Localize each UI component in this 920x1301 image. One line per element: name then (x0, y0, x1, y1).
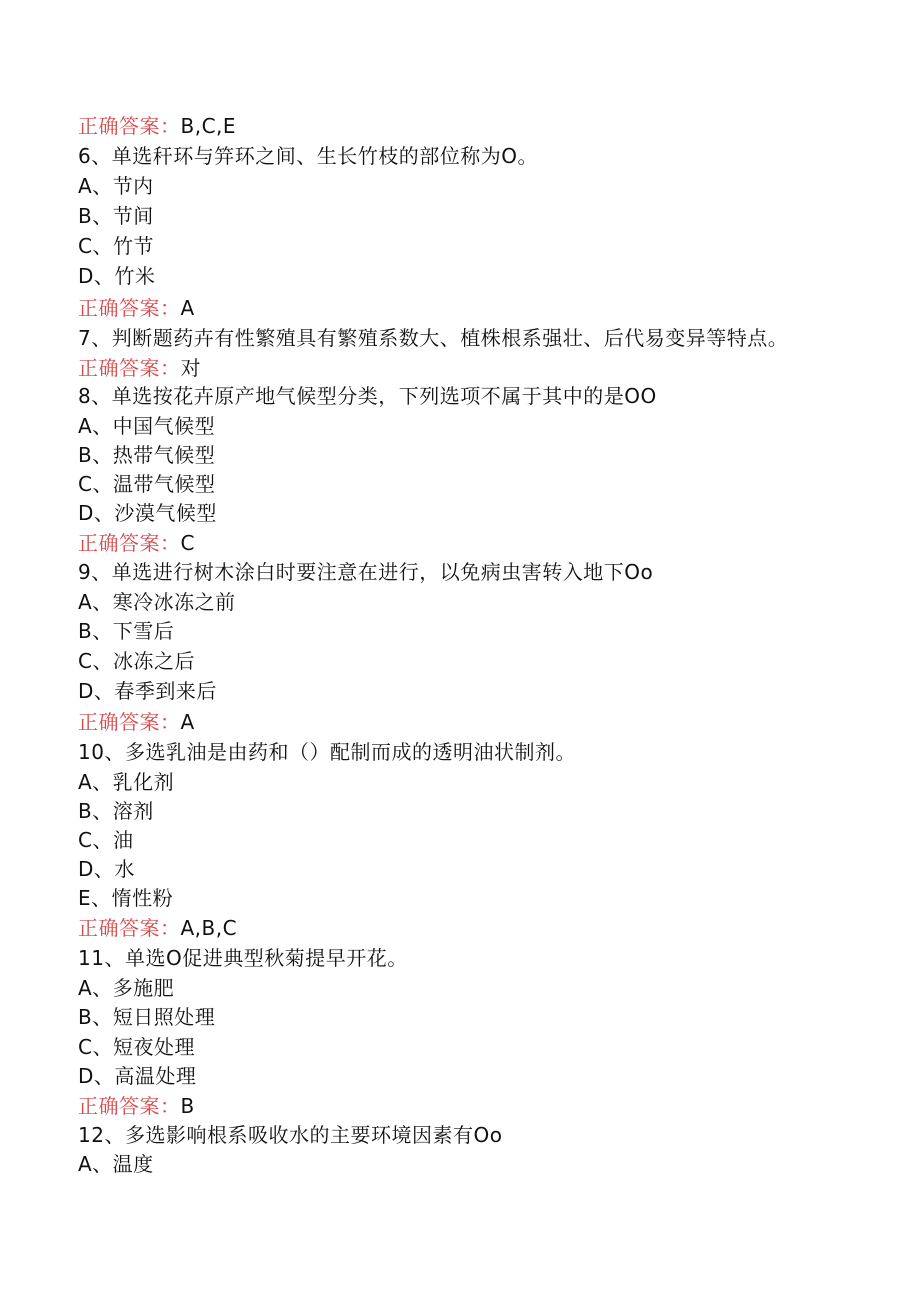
answer-label: 正确答案： (78, 296, 181, 320)
option-text: A、节内 (78, 174, 154, 198)
question-text: 12、多选影响根系吸收水的主要环境因素有Oo (78, 1123, 503, 1147)
question-text: 6、单选秆环与笄环之间、生长竹枝的部位称为O。 (78, 144, 538, 168)
answer-label: 正确答案： (78, 1094, 181, 1118)
question-text: 7、判断题药卉有性繁殖具有繁殖系数大、植株根系强壮、后代易变异等特点。 (78, 326, 789, 350)
option-text: C、温带气候型 (78, 472, 216, 496)
option-text: B、短日照处理 (78, 1005, 216, 1029)
answer-value: A,B,C (180, 916, 238, 940)
option-text: A、温度 (78, 1152, 154, 1176)
document-page (78, 0, 898, 1301)
answer-line (78, 916, 237, 940)
question-text: 9、单选进行树木涂白时要注意在进行，以免病虫害转入地下Oo (78, 560, 654, 584)
question-text: 10、多选乳油是由药和（）配制而成的透明油状制剂。 (78, 740, 576, 764)
option-text: B、热带气候型 (78, 443, 216, 467)
option-text: E、惰性粉 (78, 886, 174, 910)
option-text: C、短夜处理 (78, 1035, 195, 1059)
answer-line (78, 1094, 195, 1118)
option-text: A、中国气候型 (78, 414, 216, 438)
option-text: C、油 (78, 828, 134, 852)
answer-value: A (180, 296, 195, 320)
option-text: D、高温处理 (78, 1064, 197, 1088)
option-text: B、溶剂 (78, 799, 154, 823)
answer-line (78, 114, 236, 138)
answer-value: 对 (180, 356, 201, 380)
option-text: A、寒冷冰冻之前 (78, 590, 236, 614)
option-text: D、水 (78, 857, 135, 881)
option-text: A、乳化剂 (78, 770, 175, 794)
question-text: 11、单选O促进典型秋菊提早开花。 (78, 946, 408, 970)
answer-label: 正确答案： (78, 916, 181, 940)
answer-value: C (180, 531, 195, 555)
answer-value: B (180, 1094, 195, 1118)
option-text: B、节间 (78, 204, 154, 228)
answer-line (78, 296, 195, 320)
option-text: D、春季到来后 (78, 679, 217, 703)
answer-value: B,C,E (180, 114, 237, 138)
answer-label: 正确答案： (78, 114, 181, 138)
answer-line (78, 531, 195, 555)
answer-line (78, 710, 195, 734)
answer-label: 正确答案： (78, 356, 181, 380)
option-text: C、竹节 (78, 234, 154, 258)
option-text: D、沙漠气候型 (78, 501, 217, 525)
option-text: A、多施肥 (78, 976, 175, 1000)
answer-label: 正确答案： (78, 531, 181, 555)
question-text: 8、单选按花卉原产地气候型分类，下列选项不属于其中的是OO (78, 384, 657, 408)
answer-value: A (180, 710, 195, 734)
option-text: D、竹米 (78, 264, 156, 288)
option-text: B、下雪后 (78, 619, 175, 643)
option-text: C、冰冻之后 (78, 649, 195, 673)
answer-line (78, 356, 201, 380)
answer-label: 正确答案： (78, 710, 181, 734)
